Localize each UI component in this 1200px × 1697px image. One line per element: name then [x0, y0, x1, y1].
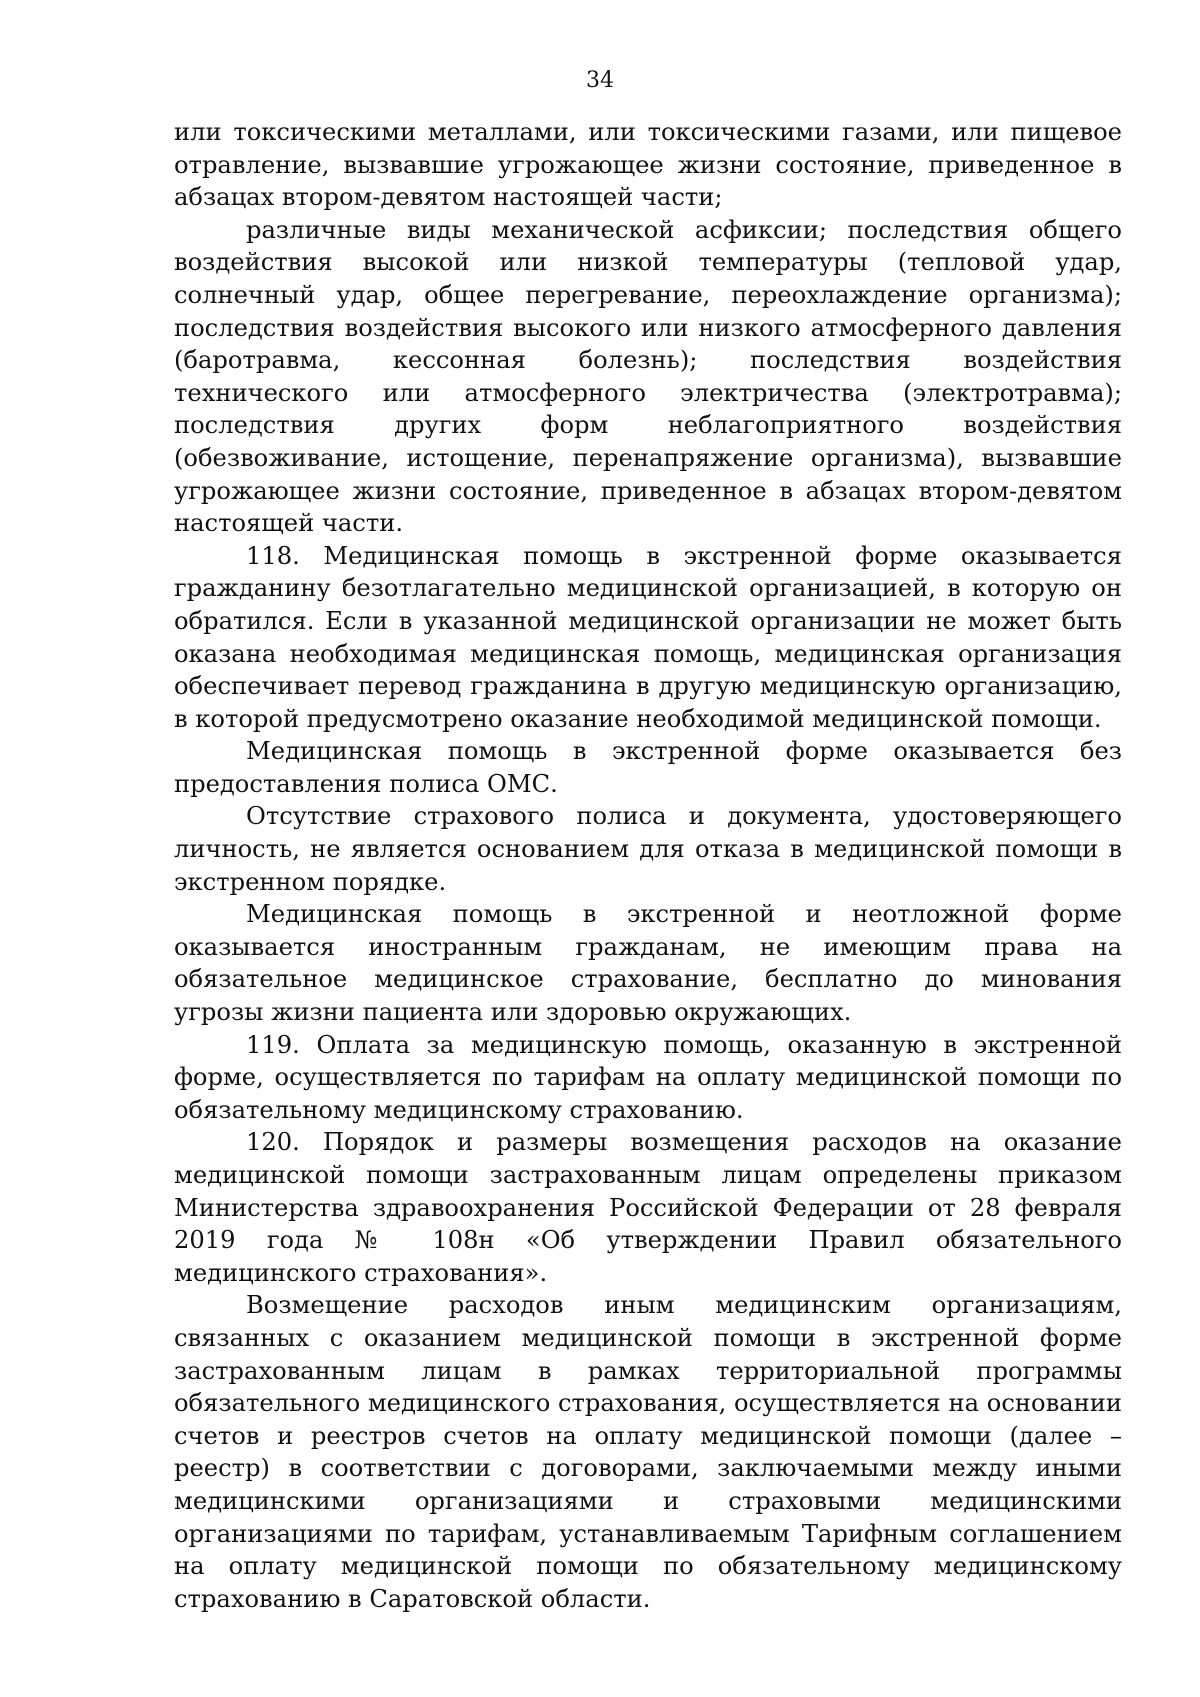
- paragraph-119: 119. Оплата за медицинскую помощь, оказанную в экстренной форме, осуществляется по тарифам на оплату медицинской помощи по обязательному медицинскому страхованию.: [174, 1030, 1122, 1124]
- paragraph-missing-documents: Отсутствие страхового полиса и документа, удостоверяющего личность, не является основанием для отказа в медицинской помощи в экстренном порядке.: [174, 802, 1122, 896]
- paragraph-no-oms-policy: Медицинская помощь в экстренной форме оказывается без предоставления полиса ОМС.: [174, 737, 1122, 798]
- paragraph-asphyxia: различные виды механической асфиксии; последствия общего воздействия высокой или низкой температуры (тепловой удар, солнечный удар, общее перегревание, переохлаждение организма); последствия воздействия высокого или низкого атмосферного давления (баротравма, кессонная болезнь); последствия воздействия технического или атмосферного электричества (электротравма); последствия других форм неблагоприятного воздействия (обезвоживание, истощение, перенапряжение организма), вызвавшие угрожающее жизни состояние, приведенное в абзацах втором-девятом настоящей части.: [174, 215, 1122, 538]
- paragraph-120: 120. Порядок и размеры возмещения расходов на оказание медицинской помощи застрахованным лицам определены приказом Министерства здравоохранения Российской Федерации от 28 февраля 2019 года № 108н «Об утверждении Правил обязательного медицинского страхования».: [174, 1128, 1122, 1287]
- paragraph-reimbursement: Возмещение расходов иным медицинским организациям, связанных с оказанием медицинской помощи в экстренной форме застрахованным лицам в рамках территориальной программы обязательного медицинского страхования, осуществляется на основании счетов и реестров счетов на оплату медицинской помощи (далее – реестр) в соответствии с договорами, заключаемыми между иными медицинскими организациями и страховыми медицинскими организациями по тарифам, устанавливаемым Тарифным соглашением на оплату медицинской помощи по обязательному медицинскому страхованию в Саратовской области.: [174, 1291, 1122, 1613]
- paragraph-118: 118. Медицинская помощь в экстренной форме оказывается гражданину безотлагательно медицинской организацией, в которую он обратился. Если в указанной медицинской организации не может быть оказана необходимая медицинская помощь, медицинская организация обеспечивает перевод гражданина в другую медицинскую организацию, в которой предусмотрено оказание необходимой медицинской помощи.: [174, 541, 1122, 733]
- paragraph-foreign-citizens: Медицинская помощь в экстренной и неотложной форме оказывается иностранным гражданам, не имеющим права на обязательное медицинское страхование, бесплатно до минования угрозы жизни пациента или здоровью окружающих.: [174, 900, 1122, 1027]
- page-number: 34: [586, 68, 614, 93]
- document-body: [174, 116, 1122, 1615]
- paragraph-continuation: или токсическими металлами, или токсическими газами, или пищевое отравление, вызвавшие угрожающее жизни состояние, приведенное в абзацах втором-девятом настоящей части;: [174, 118, 1122, 212]
